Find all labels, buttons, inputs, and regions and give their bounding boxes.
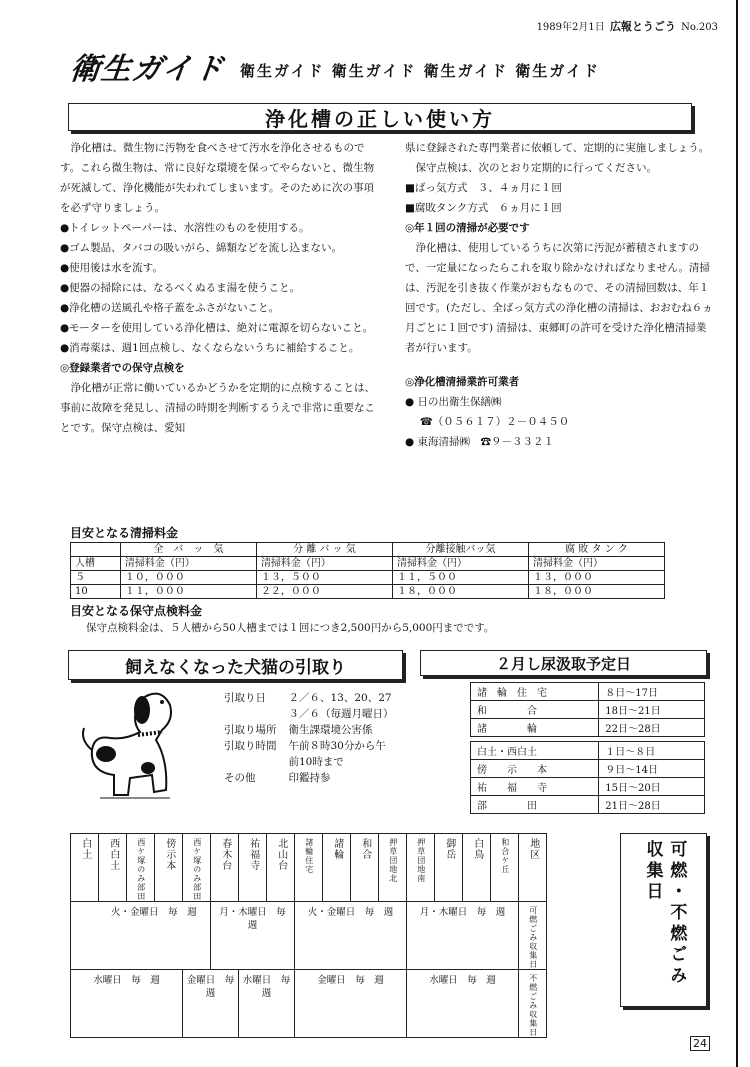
table-row: 諸 輪 住 宅 ８日～17日 <box>471 683 705 701</box>
burn-label: 可燃ごみ収集日 <box>528 906 538 969</box>
pet-title: 飼えなくなった犬猫の引取り <box>68 650 403 680</box>
guide-decoration: 衛生ガイド 衛生ガイド 衛生ガイド 衛生ガイド <box>240 62 600 80</box>
cleaning-text: 浄化槽は、使用しているうちに次第に汚泥が蓄積されますので、一定量になったらこれを取り除かなければなりません。清掃は、汚泥を引き抜く作業がおもなもので、その清掃回数は、年１回です。(ただし、全ばっ気方式の浄化槽の清掃は、おおむね６ヵ月ごとに１回です) 清掃は、東郷町の許可を受けた浄化槽清掃業者が行います。 <box>405 242 713 354</box>
main-title-box <box>68 103 692 131</box>
bullet-item: ●ゴム製品、タバコの吸いがら、綿類などを流し込まない。 <box>60 242 343 254</box>
garbage-title-2: 収集日 <box>642 840 663 903</box>
left-column <box>60 138 378 438</box>
nonburn-day-wed-3: 水曜日 毎 週 <box>407 970 519 1038</box>
header-issue: No.203 <box>681 22 718 33</box>
firm-1-phone: ☎（０５６１７）２－０４５０ <box>419 416 570 428</box>
table-row: 和 合 18日～21日 <box>471 701 705 719</box>
bullet-item: ●浄化槽の送風孔や格子蓋をふさがないこと。 <box>60 302 280 314</box>
subheading-registered: ◎登録業者での保守点検を <box>60 362 185 374</box>
guide-title: 衛生ガイド <box>68 52 227 87</box>
nonburn-label: 不燃ごみ収集日 <box>528 974 538 1037</box>
right-column <box>405 138 713 452</box>
maint-text: 保守点検料金は、５人槽から50人槽までは１回につき2,500円から5,000円までです。 <box>86 622 495 634</box>
table-row: 部 田 21日～28日 <box>471 796 705 814</box>
night-soil-title: ２月し尿汲取予定日 <box>420 650 707 676</box>
continued-text: 県に登録された専門業者に依頼して、定期的に実施しましょう。 <box>405 142 710 154</box>
nonburn-day-wed-2: 水曜日 毎 週 <box>239 970 295 1038</box>
table-row: 傍 示 本 ９日～14日 <box>471 760 705 778</box>
registered-text: 浄化槽が正常に働いているかどうかを定期的に点検することは、事前に故障を発見し、清掃の時期を判断するうえで非常に重要なことです。保守点検は、愛知 <box>60 382 375 434</box>
header-brand: 広報とうごう <box>609 20 676 33</box>
table-row: 諸 輪 22日～28日 <box>471 719 705 737</box>
page-title: 浄化槽の正しい使い方 <box>265 106 495 131</box>
bullet-item: ●使用後は水を流す。 <box>60 262 163 274</box>
garbage-title-1: 可燃・不燃ごみ <box>666 840 687 987</box>
method-item: ■腐敗タンク方式 ６ヵ月に１回 <box>405 202 562 214</box>
bullet-item: ●消毒薬は、週1回点検し、なくならないうちに補給すること。 <box>60 342 360 354</box>
fee-title: 目安となる清掃料金 <box>70 526 179 540</box>
firm-2: ● 東海清掃㈱ ☎９－３３２１ <box>405 436 554 448</box>
table-row: 10 １１，０００ ２２，０００ １８，０００ １８，０００ <box>71 585 665 599</box>
burn-day-tue-fri-2: 火・金曜日 毎 週 <box>295 902 407 970</box>
page-number: 24 <box>690 1036 710 1051</box>
burn-day-tue-fri: 火・金曜日 毎 週 <box>71 902 211 970</box>
subheading-firms: ◎浄化槽清掃業許可業者 <box>405 376 520 388</box>
table-row: 祐 福 寺 15日～20日 <box>471 778 705 796</box>
table-row: ５ １０，０００ １３，５００ １１，５００ １３，０００ <box>71 571 665 585</box>
nonburn-day-fri-2: 金曜日 毎 週 <box>295 970 407 1038</box>
bullet-item: ●モーターを使用している浄化槽は、絶対に電源を切らないこと。 <box>60 322 374 334</box>
intro-text: 浄化槽は、微生物に汚物を食べさせて汚水を浄化させるものです。これら微生物は、常に良好な環境を保ってやらないと、微生物が死滅して、浄化機能が失われてしまいます。そのために次の事項を必ず守りましょう。 <box>60 142 375 214</box>
dog-illustration <box>70 680 190 810</box>
header-date: 1989年2月1日 <box>536 22 605 33</box>
table-row: 白土・西白土 １日～８日 <box>471 742 705 760</box>
pet-pickup-info: 引取り日 ２／６、13、20、27 ３／６（毎週月曜日） 引取り場所 衛生課環境公害係 引取り時間 午前８時30分から午 前10時まで その他 印鑑持参 <box>224 692 394 784</box>
bullet-item: ●トイレットペーパーは、水溶性のものを使用する。 <box>60 222 310 234</box>
page-header <box>537 18 718 34</box>
maint-title: 目安となる保守点検料金 <box>70 604 203 618</box>
inspection-text: 保守点検は、次のとおり定期的に行ってください。 <box>415 162 657 174</box>
nonburn-day-wed: 水曜日 毎 週 <box>71 970 183 1038</box>
fee-table: 全 バ ッ 気 分 離 バ ッ 気 分離接触バッ気 腐 敗 タ ン ク 人槽 清掃料金（円） 清掃料金（円） 清掃料金（円） 清掃料金（円） ５ １０，０００ １３，５００ １１，５００ １３，０００ 10 １１，０００ ２２，０００ １８，０００ １８，０００ <box>70 542 665 599</box>
page-edge <box>736 0 750 1067</box>
bullet-item: ●便器の掃除には、なるべくぬるま湯を使うこと。 <box>60 282 301 294</box>
method-item: ■ばっ気方式 ３、４ヵ月に１回 <box>405 182 562 194</box>
garbage-table: 白土 西白土 西ケ塚のみ部田 傍示本 西ケ塚のみ部田 春木台 祐福寺 北山台 諸輪住宅 諸輪 和合 押草団地北 押草団地南 御岳 白鳥 和合ケ丘 地区 火・金曜日 毎 週 月・木曜日 毎 週 火・金曜日 毎 週 月・木曜日 毎 週 可燃ごみ収集日 水曜日 毎 週 金曜日 毎 週 水曜日 毎 週 金曜日 毎 週 水曜日 毎 週 不燃ごみ収集日 <box>70 833 547 1038</box>
nonburn-day-fri: 金曜日 毎 週 <box>183 970 239 1038</box>
firm-1: ● 日の出衛生保繕㈱ <box>405 396 502 408</box>
burn-day-mon-thu: 月・木曜日 毎 週 <box>211 902 295 970</box>
subheading-cleaning: ◎年１回の清掃が必要です <box>405 222 530 234</box>
night-soil-table <box>470 682 705 814</box>
garbage-title-box <box>620 833 707 1007</box>
burn-day-mon-thu-2: 月・木曜日 毎 週 <box>407 902 519 970</box>
